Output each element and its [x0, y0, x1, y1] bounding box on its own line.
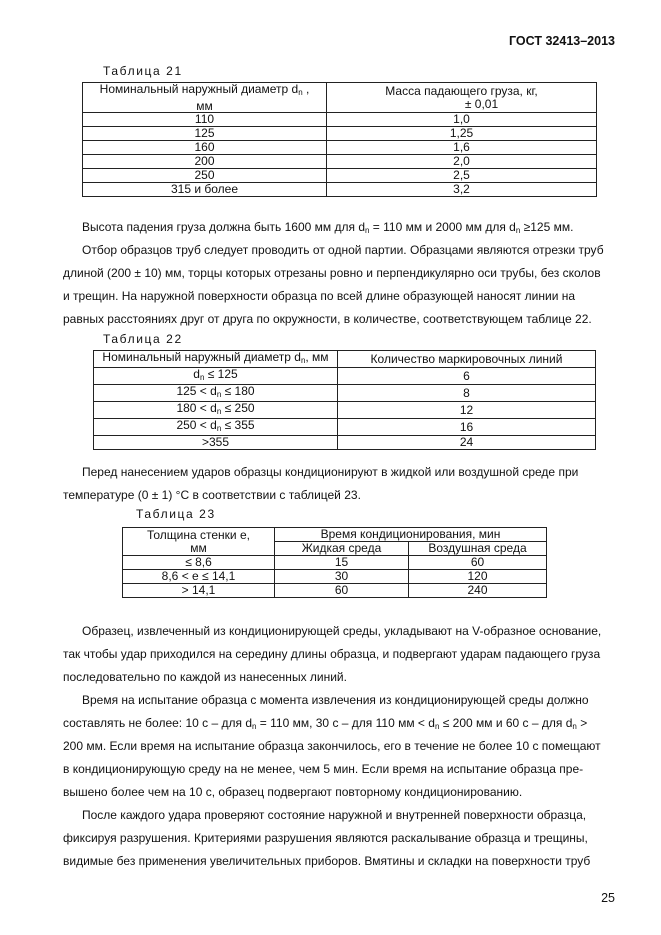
paragraph-v-base-l1: Образец, извлеченный из кондиционирующей среды, укладывают на V-образное основание,: [82, 624, 602, 638]
table23-sub-col1-header: Жидкая среда: [275, 542, 409, 556]
table-row: 315 и более 3,2: [83, 183, 597, 197]
table-row: $250 < d_n \le 355$ 16: [94, 419, 596, 436]
table-row: $d_n \le 125$ 6: [94, 368, 596, 385]
table-row: 160 1,6: [83, 141, 597, 155]
table23-caption: Таблица 23: [136, 507, 216, 521]
table23: [122, 527, 547, 598]
table-row: $180 < d_n \le 250$ 12: [94, 402, 596, 419]
paragraph-test-time-l5: вышено более чем на 10 с, образец подвергают повторному кондиционированию.: [63, 785, 523, 799]
table23-header-row-1: [123, 528, 547, 542]
paragraph-v-base-l2: так чтобы удар приходился на середину длины образца, и подвергают ударам падающего груза: [63, 647, 601, 661]
paragraph-sampling-l1: Отбор образцов труб следует проводить от одной партии. Образцами являются отрезки труб: [82, 243, 604, 257]
table-row: $125 < d_n \le 180$ 8: [94, 385, 596, 402]
paragraph-inspection-l3: видимые без применения увеличительных приборов. Вмятины и складки на поверхности труб: [63, 854, 591, 868]
table-row: > 14,1 60 240: [123, 584, 547, 598]
table-row: 250 2,5: [83, 169, 597, 183]
paragraph-test-time-l1: Время на испытание образца с момента извлечения из кондиционирующей среды должно: [82, 693, 589, 707]
paragraph-conditioning-l1: Перед нанесением ударов образцы кондиционируют в жидкой или воздушной среде при: [82, 465, 579, 479]
table22-caption: Таблица 22: [103, 332, 183, 346]
table21: [82, 82, 597, 197]
table22-col1-header: Номинальный наружный диаметр $d_n$, мм: [94, 351, 338, 368]
table21-col1-header: Номинальный наружный диаметр $d_n$ , мм: [83, 83, 327, 113]
paragraph-inspection-l1: После каждого удара проверяют состояние наружной и внутренней поверхности образца,: [82, 808, 587, 822]
paragraph-drop-height: Высота падения груза должна быть 1600 мм для $d_n = 110$ мм и 2000 мм для $d_n \ge 125$ мм.: [82, 220, 574, 235]
paragraph-test-time-l2: составлять не более: 10 с – для $d_n = 110$ мм, 30 с – для 110 мм < $d_n \le 200$ мм и 60 с – для $d_n$ >: [63, 716, 588, 731]
paragraph-sampling-l2: длиной (200 ± 10) мм, торцы которых отрезаны ровно и перпендикулярно оси трубы, без сколов: [63, 266, 601, 280]
table-row: >355 24: [94, 436, 596, 450]
paragraph-test-time-l3: 200 мм. Если время на испытание образца закончилось, его в течение не более 10 с помещают: [63, 739, 601, 753]
page-number: 25: [601, 891, 615, 905]
table-row: ≤ 8,6 15 60: [123, 556, 547, 570]
table-row: 8,6 < e ≤ 14,1 30 120: [123, 570, 547, 584]
table23-col1-header: Толщина стенки e, мм: [123, 528, 275, 556]
paragraph-sampling-l3: и трещин. На наружной поверхности образца по всей длине образующей наносят линии на: [63, 289, 576, 303]
table-row: 110 1,0: [83, 113, 597, 127]
table-row: 125 1,25: [83, 127, 597, 141]
paragraph-sampling-l4: равных расстояниях друг от друга по окружности, в количестве, соответствующем таблице 22.: [63, 312, 592, 326]
table23-group-header: Время кондиционирования, мин: [275, 528, 547, 542]
table21-caption: Таблица 21: [103, 64, 183, 78]
table-row: 200 2,0: [83, 155, 597, 169]
document-id: ГОСТ 32413–2013: [509, 34, 615, 48]
table21-header-row: [83, 83, 597, 113]
paragraph-inspection-l2: фиксируя разрушения. Критериями разрушения являются раскалывание образца и трещины,: [63, 831, 588, 845]
table22-header-row: [94, 351, 596, 368]
paragraph-conditioning-l2: температуре (0 ± 1) °С в соответствии с таблицей 23.: [63, 488, 361, 502]
table21-col2-header: Масса падающего груза, кг, ± 0,01: [327, 83, 597, 113]
paragraph-v-base-l3: последовательно по каждой из нанесенных линий.: [63, 670, 347, 684]
table22: [93, 350, 596, 450]
table22-col2-header: Количество маркировочных линий: [338, 351, 596, 368]
table23-sub-col2-header: Воздушная среда: [409, 542, 547, 556]
paragraph-test-time-l4: в кондиционирующую среду на не менее, чем 5 мин. Если время на испытание образца пре-: [63, 762, 584, 776]
